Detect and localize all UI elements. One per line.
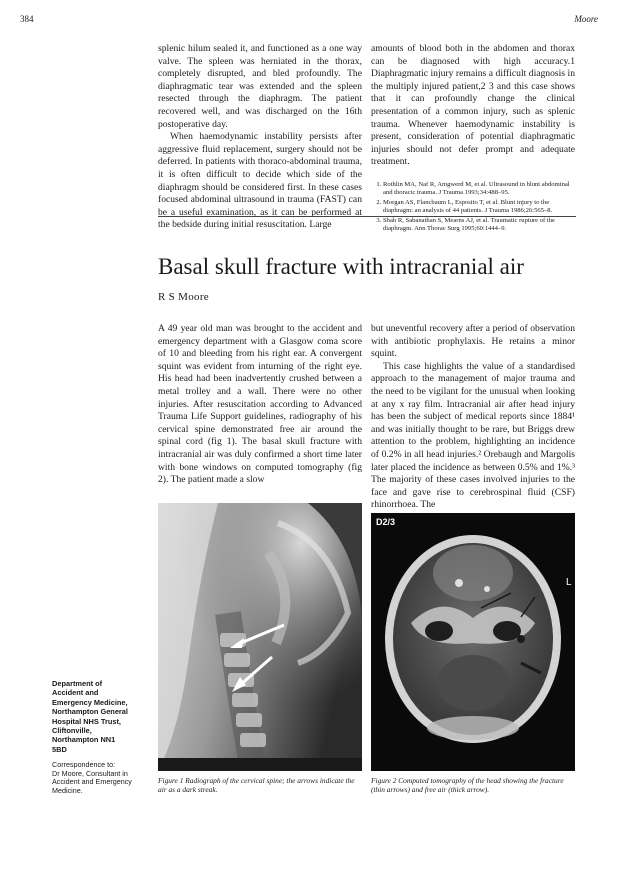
correspondence [52,761,156,795]
figure-1-caption: Figure 1 Radiograph of the cervical spine; the arrows indicate the air as a dark streak. [158,776,355,794]
ct-side-marker: L [566,577,572,588]
prev-article-left-column [158,43,362,232]
ct-slice-label: D2/3 [376,517,396,527]
affiliation-line: 5BD [52,744,67,754]
reference-item: 2. Morgan AS, Flancbaum L, Esposito T, et al. Blunt injury to the diaphragm: an analysis of 44 patients. J Trauma 1986;26:565–8. [383,199,575,216]
reference-item: 3. Shah R, Sabanathan S, Mearns AJ, et al. Traumatic rupture of the diaphragm. Ann Thorac Surg 1995;60:1444–9. [383,217,575,234]
affiliation-line: Hospital NHS Trust, [52,716,121,726]
article-left-column [158,323,362,487]
correspondence-line: Dr Moore, Consultant in [52,768,128,778]
affiliation-line: Emergency Medicine, [52,697,128,707]
paragraph: This case highlights the value of a standardised approach to the management of major trauma and the need to be vigilant for the unusual when looking at any x ray film. Intracranial air after head injury has been the subject of medical reports since 1884¹ and was initially thought to be rare, but Briggs drew attention to the problem, highlighting an incidence of 0.2% in all head injuries.² Orebaugh and Margolis later placed the incidence as between 0.5% and 1%.³ The majority of these cases involved injuries to the face and gave rise to cerebrospinal fluid (CSF) rhinorrhoea. The [371,360,575,511]
prev-article-right-column [371,43,575,234]
reference-item: 1. Rothlin MA, Naf R, Amgwerd M, et al. Ultrasound in blunt abdominal and thoracic trauma. J Trauma 1993;34:488–95. [383,181,575,198]
figure-2-caption: Figure 2 Computed tomography of the head showing the fracture (thin arrows) and free air (thick arrow). [371,776,564,794]
running-head: Moore [574,14,598,24]
correspondence-line: Medicine. [52,785,83,795]
section-divider [158,216,576,217]
arrow-icon [230,655,276,695]
article-title: Basal skull fracture with intracranial air [158,254,524,279]
arrow-icon [228,621,288,651]
article-right-column [371,323,575,512]
paragraph: but uneventful recovery after a period of observation with antibiotic prophylaxis. He retains a minor squint. [371,323,575,360]
paragraph: amounts of blood both in the abdomen and thorax can be diagnosed with high accuracy.1 Diaphragmatic injury remains a difficult diagnosis in the multiply injured patient,2 3 and this case shows that it can profoundly change the clinical presentation of a common injury, such as splenic trauma. Whenever haemodynamic instability is present, consideration of potential diaphragmatic injuries should not defer prompt and adequate treatment. [371,43,575,168]
correspondence-line: Correspondence to: [52,760,116,769]
affiliation-line: Accident and [52,688,99,698]
paragraph: A 49 year old man was brought to the accident and emergency department with a Glasgow coma score of 10 and bleeding from his right ear. A convergent squint was evident from inturning of the right eye. His head had been inadvertently crushed between a metal trolley and a wall. There were no other injuries. After resuscitation according to Advanced Trauma Life Support guidelines, radiography of his cervical spine demonstrated free air around the spinal cord (fig 1). The basal skull fracture with intracranial air was duly confirmed a short time later with bone windows on computed tomography (fig 2). The patient made a slow [158,323,362,486]
author-affiliation [52,679,156,754]
page-number: 384 [20,14,34,24]
correspondence-line: Accident and Emergency [52,777,132,787]
figure-2-ct-scan [371,513,575,771]
affiliation-line: Department of [52,679,103,688]
paragraph: When haemodynamic instability persists after aggressive fluid replacement, surgery should not be deferred. In patients with thoraco-abdominal trauma, it is often difficult to decide which side of the diaphragm should be considered first. In these cases focused abdominal ultrasound in trauma (FAST) can be a useful examination, as it can be performed at the bedside during initial resuscitation. Large [158,131,362,231]
references [371,181,575,233]
author: R S Moore [158,291,209,303]
affiliation-line: Northampton General [52,707,128,717]
figure-1-radiograph [158,503,362,771]
affiliation-line: Northampton NN1 [52,735,116,745]
affiliation-line: Cliftonville, [52,726,92,736]
paragraph: splenic hilum sealed it, and functioned as a one way valve. The spleen was herniated in the thorax, completely disrupted, and bled profoundly. The diaphragmatic tear was extended and the spleen resected through the diaphragm. The patient recovered well, and was discharged on the 16th postoperative day. [158,43,362,130]
